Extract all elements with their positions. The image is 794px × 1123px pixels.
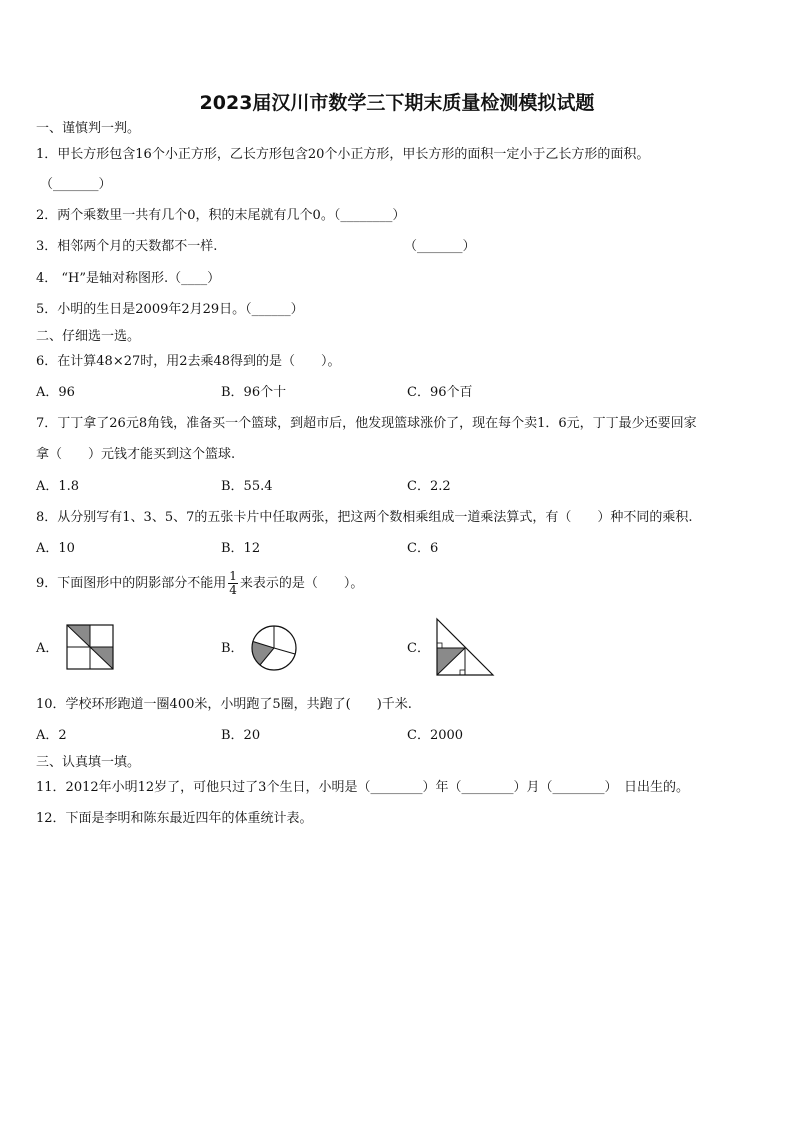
question-9-option-c: C． <box>407 641 430 656</box>
question-6: 6．在计算48×27时，用2去乘48得到的是（ ）。 <box>36 354 341 369</box>
question-10: 10．学校环形跑道一圈400米，小明跑了5圈，共跑了( )千米. <box>36 697 412 712</box>
question-6-option-c: C．96个百 <box>407 385 473 400</box>
question-9-text-after: 来表示的是（ ）。 <box>239 576 364 591</box>
fraction-denominator: 4 <box>229 583 237 597</box>
question-7-line-1: 7．丁丁拿了26元8角钱，准备买一个篮球，到超市后，他发现篮球涨价了，现在每个卖1．6元，丁丁最少还要回家 <box>36 416 697 431</box>
section-1-heading: 一、谨慎判一判。 <box>36 121 141 136</box>
right-angle-mark-top <box>437 643 442 648</box>
section-2-heading: 二、仔细选一选。 <box>36 329 141 344</box>
question-6-option-a: A．96 <box>36 385 75 400</box>
question-1-blank: （_______） <box>40 177 112 192</box>
one-quarter-fraction <box>228 570 238 597</box>
question-9-text-before: 9．下面图形中的阴影部分不能用 <box>36 576 227 591</box>
question-9 <box>36 567 363 601</box>
question-7-line-2: 拿（ ）元钱才能买到这个篮球. <box>36 447 236 462</box>
question-1: 1．甲长方形包含16个小正方形，乙长方形包含20个小正方形，甲长方形的面积一定小于乙长方形的面积。 <box>36 147 650 162</box>
question-3-blank: （_______） <box>404 239 476 254</box>
question-8-option-b: B．12 <box>221 541 261 556</box>
question-2: 2．两个乘数里一共有几个0，积的末尾就有几个0。（________） <box>36 208 406 223</box>
question-8-option-a: A．10 <box>36 541 75 556</box>
figure-b-circle-sectors <box>250 624 298 672</box>
right-angle-mark-bottom <box>460 670 465 675</box>
question-5: 5．小明的生日是2009年2月29日。（______） <box>36 302 304 317</box>
fraction-numerator: 1 <box>229 569 237 583</box>
question-12: 12．下面是李明和陈东最近四年的体重统计表。 <box>36 811 313 826</box>
question-6-option-b: B．96个十 <box>221 385 287 400</box>
question-11: 11．2012年小明12岁了，可他只过了3个生日，小明是（________）年（________）月（________） 日出生的。 <box>36 780 689 795</box>
question-9-option-b: B． <box>221 641 244 656</box>
question-7-option-b: B．55.4 <box>221 479 273 494</box>
figure-c-right-triangle <box>434 617 496 677</box>
section-3-heading: 三、认真填一填。 <box>36 755 141 770</box>
question-10-option-b: B．20 <box>221 728 261 743</box>
page-title: 2023届汉川市数学三下期末质量检测模拟试题 <box>199 92 595 114</box>
question-8: 8．从分别写有1、3、5、7的五张卡片中任取两张，把这两个数相乘组成一道乘法算式，有（ ）种不同的乘积. <box>36 510 693 525</box>
question-3: 3．相邻两个月的天数都不一样. <box>36 239 218 254</box>
question-10-option-c: C．2000 <box>407 728 464 743</box>
question-4: 4． “H”是轴对称图形.（____） <box>36 271 221 286</box>
question-7-option-c: C．2.2 <box>407 479 451 494</box>
question-7-option-a: A．1.8 <box>36 479 80 494</box>
figure-a-square-grid <box>66 624 114 670</box>
question-8-option-c: C．6 <box>407 541 439 556</box>
question-10-option-a: A．2 <box>36 728 67 743</box>
question-9-option-a: A． <box>36 641 59 656</box>
